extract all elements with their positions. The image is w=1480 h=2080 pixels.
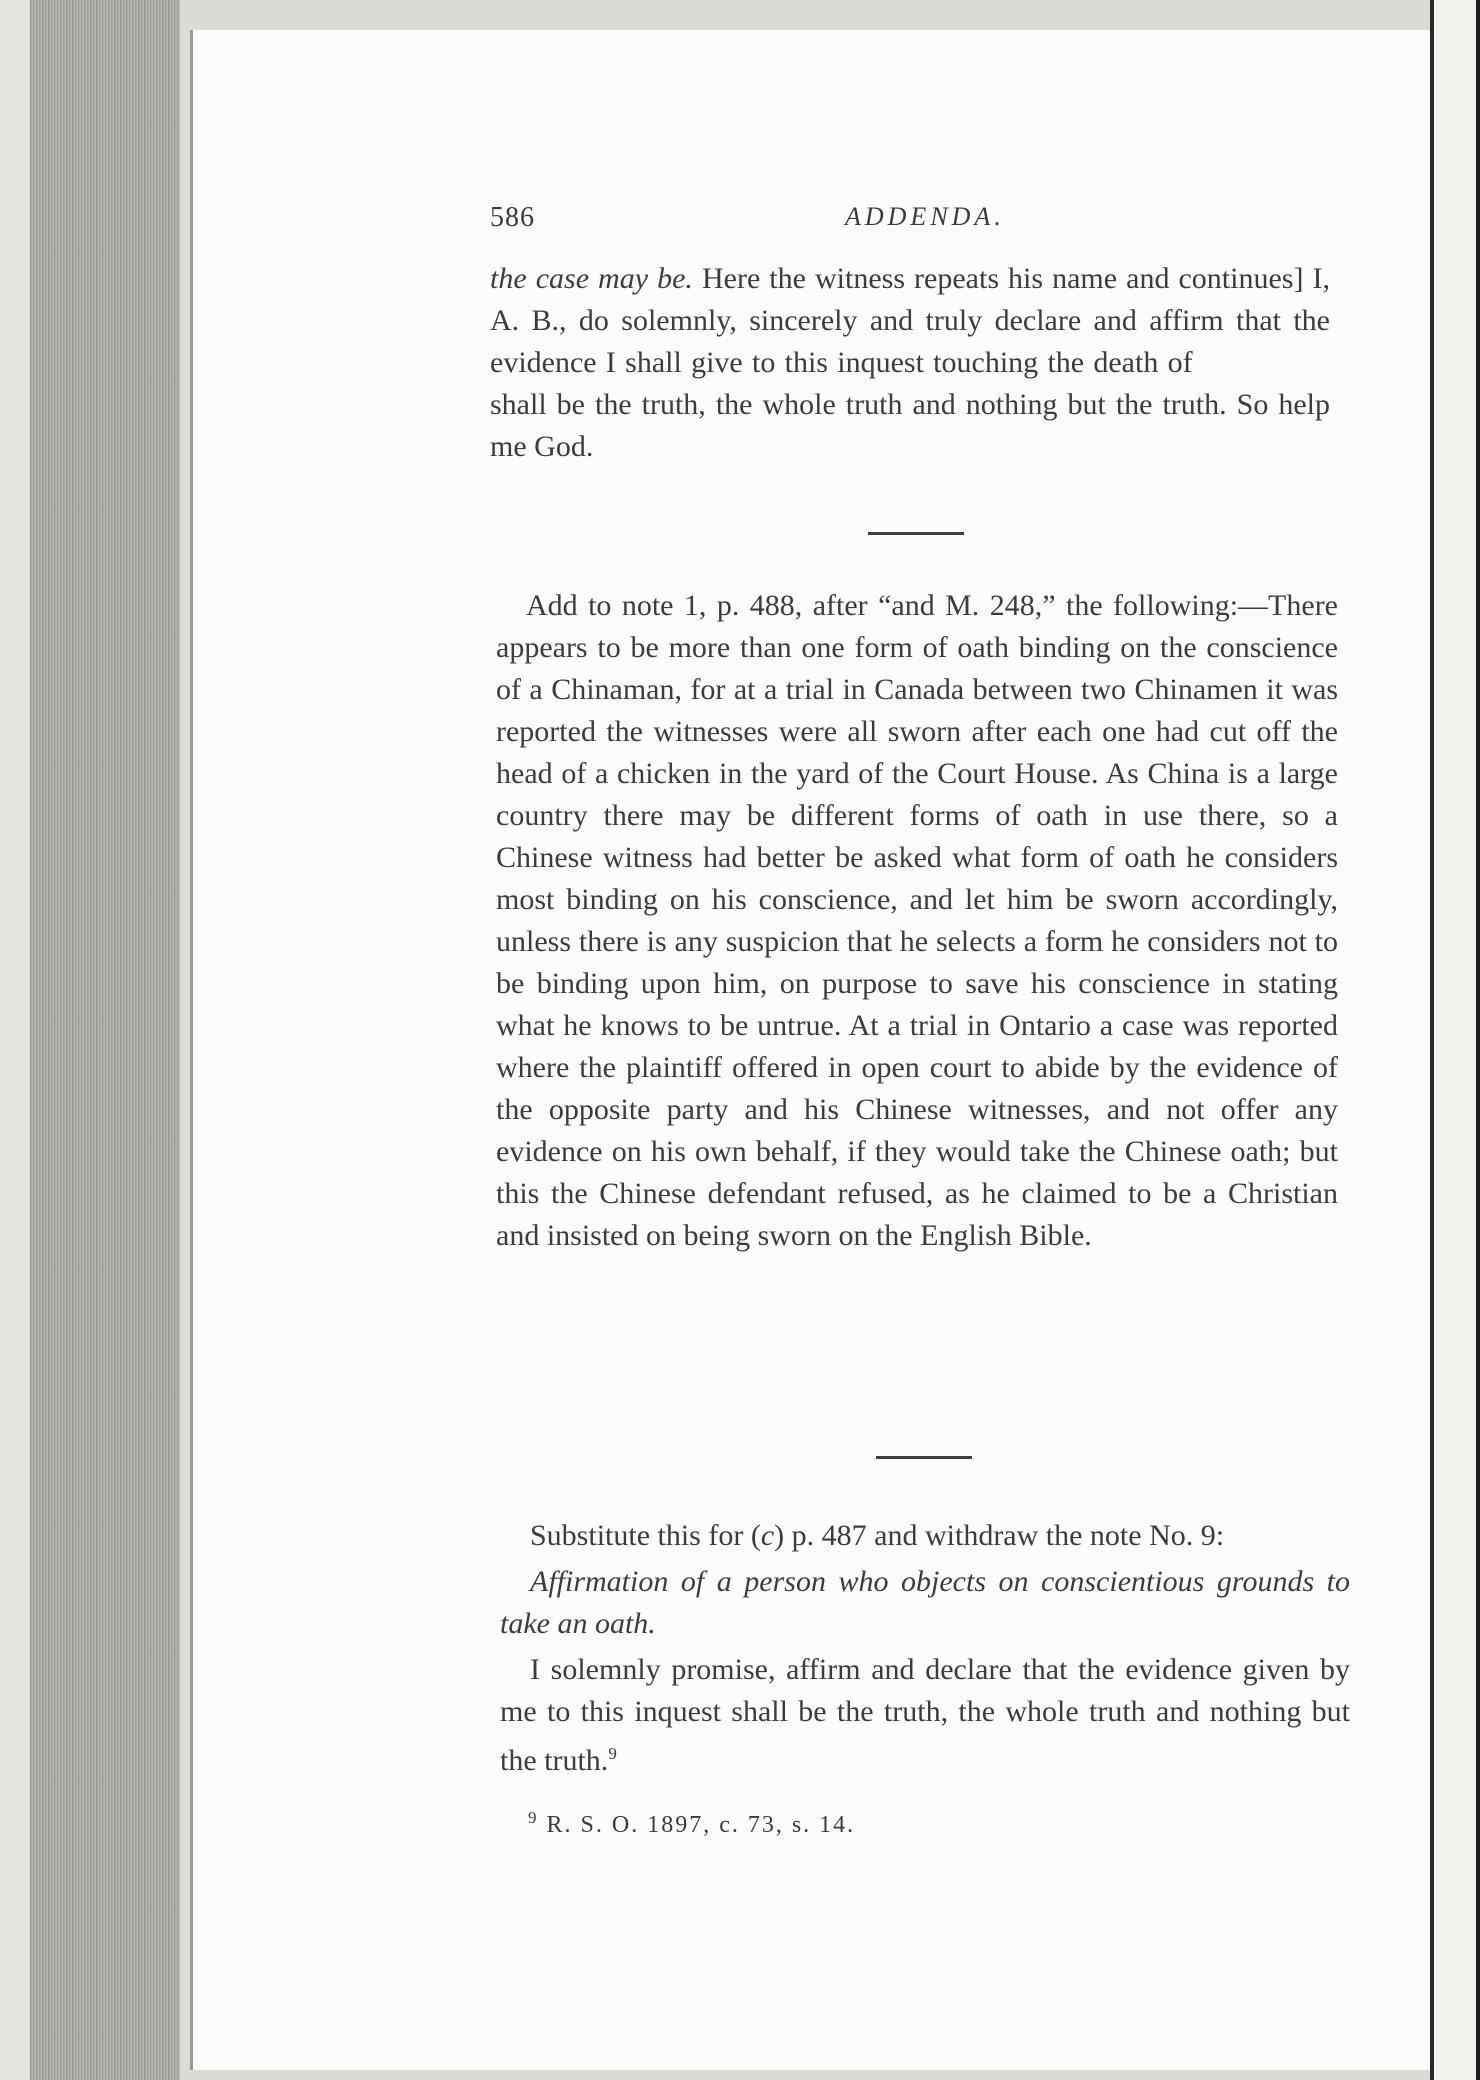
lead-italic: the case may be. <box>490 262 693 295</box>
substitution-instruction: Substitute this for (c) p. 487 and withdraw the note No. 9: <box>530 1519 1225 1552</box>
footnote-marker: 9 <box>528 1808 539 1827</box>
footnote-text: R. S. O. 1897, c. 73, s. 14. <box>546 1812 856 1838</box>
oath-continuation-paragraph <box>490 258 1330 468</box>
facing-page-edge <box>1430 0 1480 2080</box>
section-divider <box>868 532 964 535</box>
page-number: 586 <box>490 202 535 233</box>
footnote <box>528 1808 855 1839</box>
affirmation-text: I solemnly promise, affirm and declare that the evidence given by me to this inquest shall be the truth, the whole truth and nothing but the truth.$^9$ <box>500 1653 1350 1777</box>
substitution-section <box>500 1515 1350 1782</box>
oath-text: Here the witness repeats his name and continues] I, A. B., do solemnly, sincerely and truly declare and affirm that the evidence I shall give to this inquest touching the death of shall be the truth, the whole truth and nothing but the truth. So help me God. <box>490 262 1330 463</box>
note-addition-paragraph <box>496 585 1338 1257</box>
book-page-edges <box>30 0 180 2080</box>
running-head: ADDENDA. <box>845 202 1005 231</box>
note-addition-text: Add to note 1, p. 488, after “and M. 248,” the following:—There appears to be more than one form of oath binding on the conscience of a Chinaman, for at a trial in Canada between two Chinamen it was reported the witnesses were all sworn after each one had cut off the head of a chicken in the yard of the Court House. As China is a large country there may be different forms of oath in use there, so a Chinese witness had better be asked what form of oath he considers most binding on his conscience, and let him be sworn accordingly, unless there is any suspicion that he selects a form he considers not to be binding upon him, on purpose to save his conscience in stating what he knows to be untrue. At a trial in Ontario a case was reported where the plaintiff offered in open court to abide by the evidence of the opposite party and his Chinese witnesses, and not offer any evidence on his own behalf, if they would take the Chinese oath; but this the Chinese defendant refused, as he claimed to be a Christian and insisted on being sworn on the English Bible. <box>496 589 1338 1252</box>
footnote-reference: 9 <box>608 1744 617 1763</box>
scan-background-left <box>0 0 34 2080</box>
section-divider <box>876 1456 972 1459</box>
page-header <box>300 202 1340 242</box>
affirmation-heading: Affirmation of a person who objects on conscientious grounds to take an oath. <box>500 1565 1350 1640</box>
